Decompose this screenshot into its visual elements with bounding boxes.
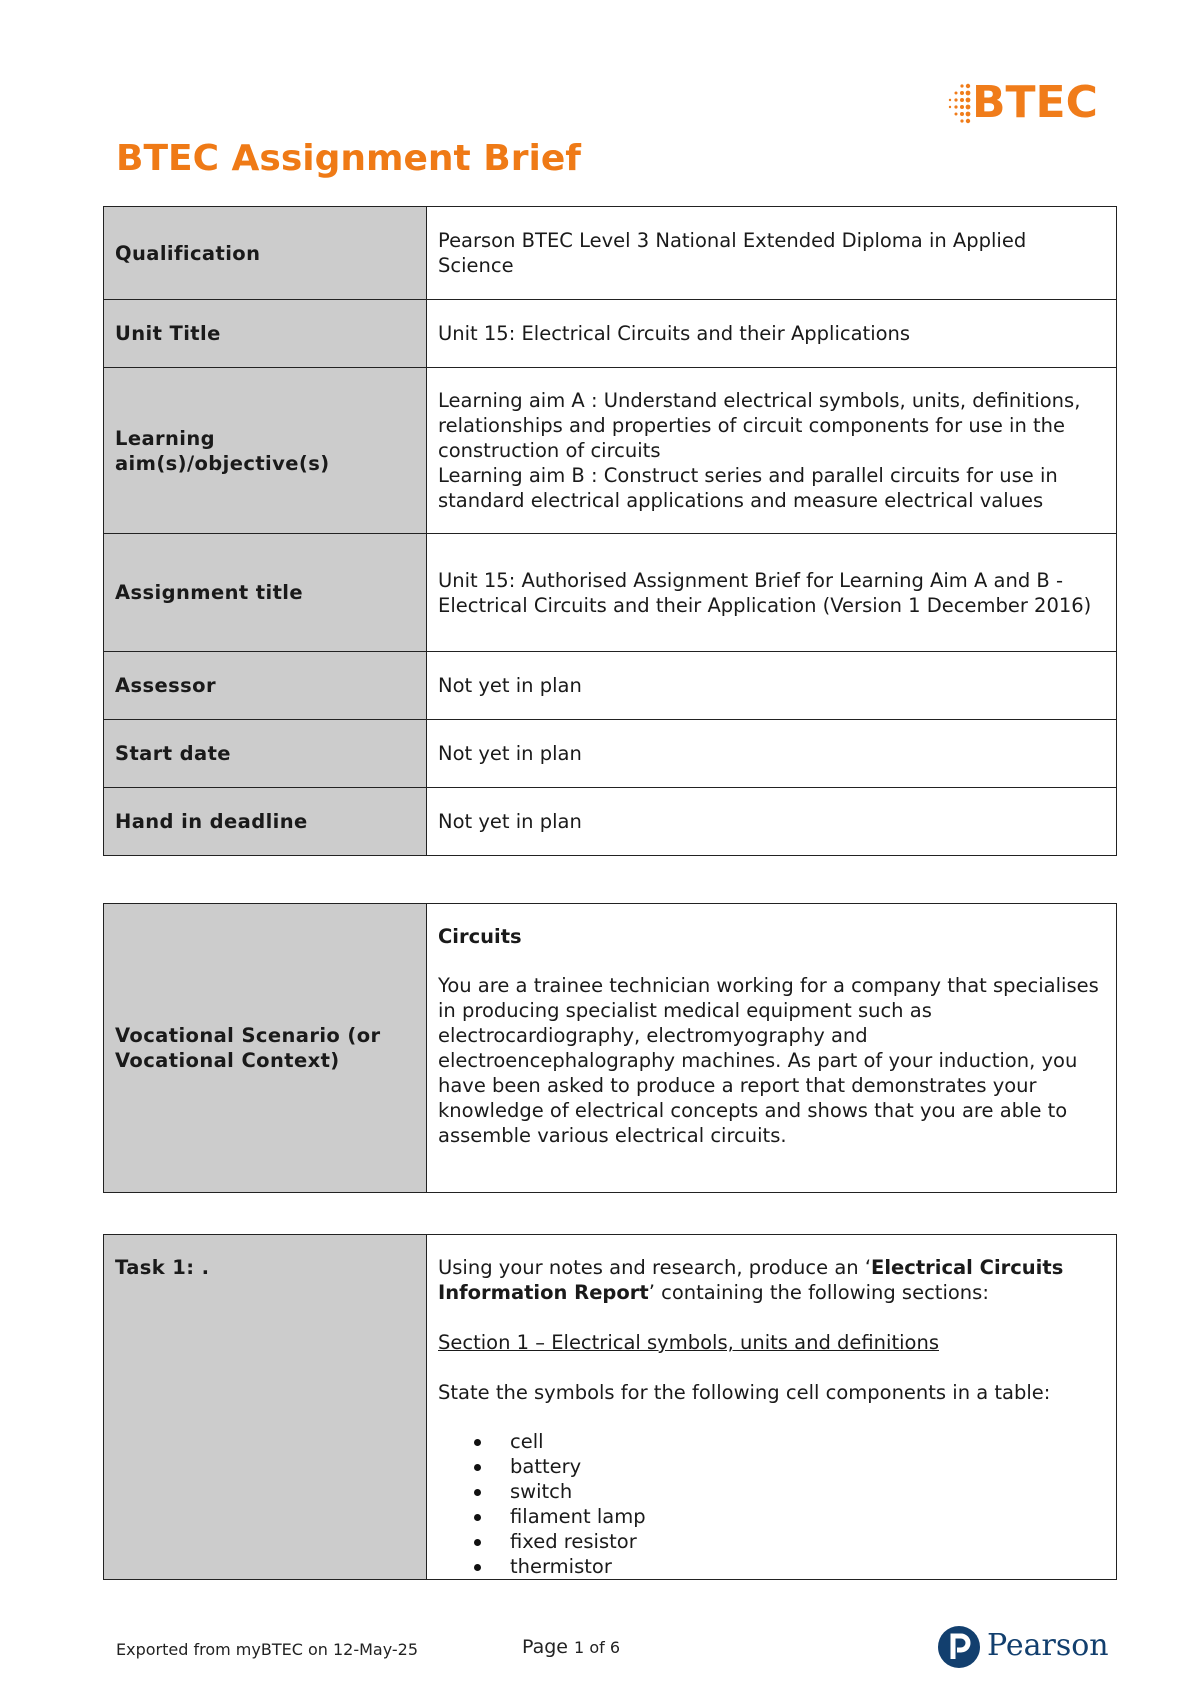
learning-aim-b: Learning aim B : Construct series and parallel circuits for use in standard electrical applications and measure electrical values [438, 464, 1058, 512]
table-row [104, 207, 1117, 300]
component-list [438, 1429, 1106, 1579]
page-title: BTEC Assignment Brief [116, 138, 581, 179]
learning-aims-label: Learning aim(s)/objective(s) [104, 368, 427, 534]
btec-logo [944, 77, 1098, 132]
table-row [104, 904, 1117, 1193]
table-row [104, 368, 1117, 534]
table-row [104, 652, 1117, 720]
btec-dots-icon [944, 82, 974, 132]
export-note: Exported from myBTEC on 12-May-25 [116, 1640, 419, 1659]
page-number [522, 1636, 620, 1658]
task-content [427, 1235, 1117, 1580]
scenario-label: Vocational Scenario (or Vocational Context) [104, 904, 427, 1193]
scenario-table [103, 903, 1117, 1193]
unit-title-label: Unit Title [104, 300, 427, 368]
btec-logo-text: BTEC [972, 77, 1098, 128]
assignment-title-value: Unit 15: Authorised Assignment Brief for Learning Aim A and B - Electrical Circuits and their Application (Version 1 December 2016) [427, 534, 1117, 652]
deadline-value: Not yet in plan [427, 788, 1117, 856]
assignment-title-label: Assignment title [104, 534, 427, 652]
pearson-logo-text: Pearson [987, 1628, 1109, 1663]
assessor-label: Assessor [104, 652, 427, 720]
task-intro-pre: Using your notes and research, produce an ‘ [438, 1256, 872, 1279]
page-word: Page [522, 1636, 568, 1658]
qualification-label: Qualification [104, 207, 427, 300]
pearson-logo [937, 1624, 1109, 1674]
list-item: cell [510, 1429, 1106, 1454]
scenario-heading: Circuits [438, 925, 522, 948]
task-intro [438, 1255, 1106, 1305]
table-row [104, 788, 1117, 856]
scenario-value [427, 904, 1117, 1193]
assessor-value: Not yet in plan [427, 652, 1117, 720]
task-instruction: State the symbols for the following cell components in a table: [438, 1381, 1051, 1404]
section-heading: Section 1 – Electrical symbols, units and definitions [438, 1331, 939, 1354]
list-item: thermistor [510, 1554, 1106, 1579]
pearson-p-icon [937, 1624, 981, 1670]
start-date-value: Not yet in plan [427, 720, 1117, 788]
assignment-details-table [103, 206, 1117, 856]
table-row [104, 300, 1117, 368]
list-item: filament lamp [510, 1504, 1106, 1529]
learning-aims-value [427, 368, 1117, 534]
task-table [103, 1234, 1117, 1580]
deadline-label: Hand in deadline [104, 788, 427, 856]
page-of: 1 of 6 [574, 1638, 620, 1657]
task-intro-post: ’ containing the following sections: [648, 1281, 989, 1304]
list-item: switch [510, 1479, 1106, 1504]
list-item: fixed resistor [510, 1529, 1106, 1554]
table-row [104, 720, 1117, 788]
task-intro-bold: Electrical Circuits Information Report [438, 1256, 1064, 1304]
table-row [104, 534, 1117, 652]
list-item: battery [510, 1454, 1106, 1479]
task-label: Task 1: . [104, 1235, 427, 1580]
unit-title-value: Unit 15: Electrical Circuits and their Applications [427, 300, 1117, 368]
start-date-label: Start date [104, 720, 427, 788]
scenario-text: You are a trainee technician working for a company that specialises in producing specialist medical equipment such as electrocardiography, electromyography and electroencephalography machines. As part of your induction, you have been asked to produce a report that demonstrates your knowledge of electrical concepts and shows that you are able to assemble various electrical circuits. [438, 974, 1099, 1147]
table-row [104, 1235, 1117, 1580]
qualification-value: Pearson BTEC Level 3 National Extended Diploma in Applied Science [427, 207, 1117, 300]
learning-aim-a: Learning aim A : Understand electrical symbols, units, definitions, relationships and properties of circuit components for use in the construction of circuits [438, 389, 1081, 462]
